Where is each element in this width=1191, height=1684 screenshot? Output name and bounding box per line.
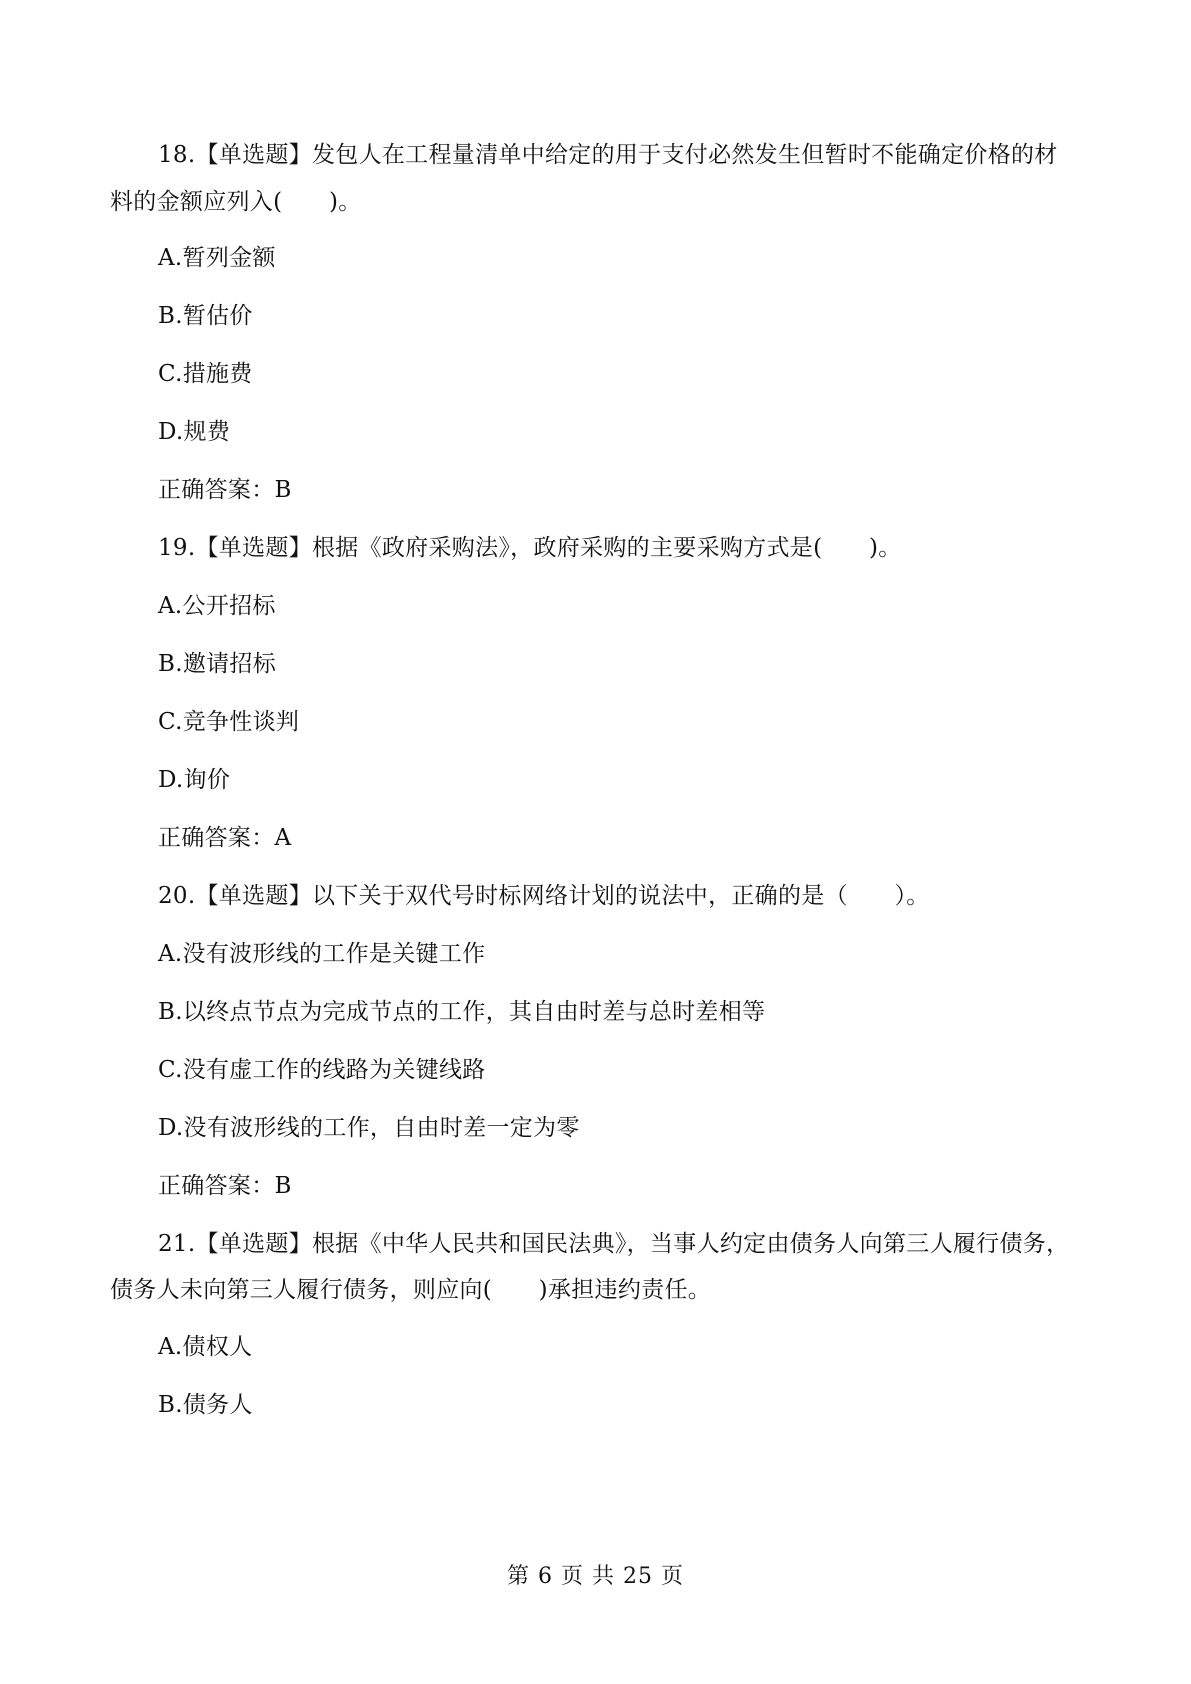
footer-total-pages: 25 [623, 1564, 654, 1589]
question-20-stem: 20.【单选题】以下关于双代号时标网络计划的说法中，正确的是（ ）。 [158, 883, 930, 909]
question-19-answer: 正确答案：A [158, 825, 292, 851]
question-20-answer: 正确答案：B [158, 1173, 292, 1199]
question-20-option-c: C.没有虚工作的线路为关键线路 [158, 1057, 486, 1083]
question-19-option-d: D.询价 [158, 767, 231, 793]
question-19-stem: 19.【单选题】根据《政府采购法》，政府采购的主要采购方式是( )。 [158, 535, 902, 561]
question-21-option-a: A.债权人 [158, 1334, 253, 1360]
question-20-option-b: B.以终点节点为完成节点的工作，其自由时差与总时差相等 [158, 999, 766, 1025]
page-footer [0, 1562, 1191, 1592]
footer-total-unit: 页 [661, 1564, 685, 1589]
question-20-option-d: D.没有波形线的工作，自由时差一定为零 [158, 1115, 580, 1141]
footer-page-unit: 页 [560, 1564, 584, 1589]
footer-total-prefix: 共 [592, 1564, 616, 1589]
question-18-option-a: A.暂列金额 [158, 245, 276, 271]
question-20-option-a: A.没有波形线的工作是关键工作 [158, 941, 486, 967]
question-19-option-a: A.公开招标 [158, 593, 276, 619]
question-18-option-c: C.措施费 [158, 361, 253, 387]
question-18-option-d: D.规费 [158, 419, 231, 445]
question-19-option-c: C.竞争性谈判 [158, 709, 300, 735]
question-21-stem-cont: 债务人未向第三人履行债务，则应向( )承担违约责任。 [110, 1277, 712, 1303]
question-18-answer: 正确答案：B [158, 477, 292, 503]
footer-prefix: 第 [506, 1564, 530, 1589]
footer-current-page: 6 [537, 1564, 553, 1589]
question-19-option-b: B.邀请招标 [158, 651, 277, 677]
question-18-stem: 18.【单选题】发包人在工程量清单中给定的用于支付必然发生但暂时不能确定价格的材 [158, 142, 1058, 168]
question-21-option-b: B.债务人 [158, 1392, 253, 1418]
question-18-option-b: B.暂估价 [158, 303, 253, 329]
question-21-stem: 21.【单选题】根据《中华人民共和国民法典》，当事人约定由债务人向第三人履行债务， [158, 1231, 1070, 1257]
question-18-stem-cont: 料的金额应列入( )。 [110, 189, 362, 215]
